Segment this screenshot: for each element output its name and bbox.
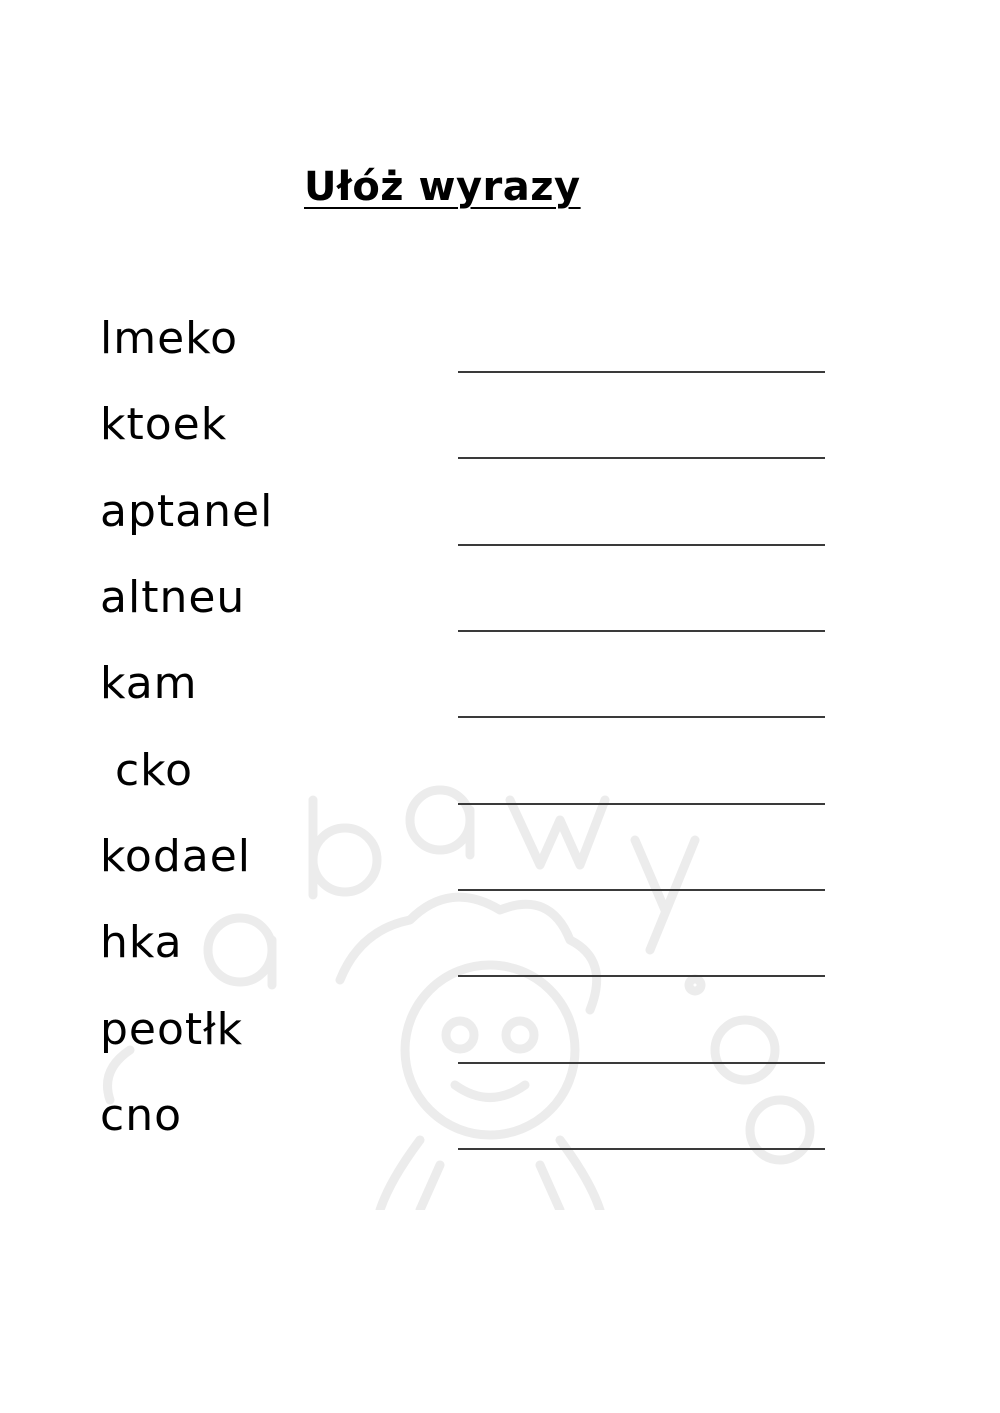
- scrambled-word: hka: [100, 917, 183, 968]
- exercise-row-8: [0, 917, 1000, 1003]
- scrambled-word: altneu: [100, 572, 246, 623]
- answer-line[interactable]: [458, 716, 825, 718]
- exercise-row-7: [0, 831, 1000, 917]
- answer-line[interactable]: [458, 889, 825, 891]
- answer-line[interactable]: [458, 371, 825, 373]
- scrambled-word: kam: [100, 658, 198, 709]
- scrambled-word: lmeko: [100, 313, 238, 364]
- exercise-row-2: [0, 399, 1000, 485]
- scrambled-word: aptanel: [100, 486, 274, 537]
- exercise-row-9: [0, 1004, 1000, 1090]
- scrambled-word: cko: [100, 745, 194, 796]
- answer-line[interactable]: [458, 1062, 825, 1064]
- answer-line[interactable]: [458, 630, 825, 632]
- exercise-row-10: [0, 1090, 1000, 1176]
- worksheet-title: Ułóż wyrazy: [304, 164, 581, 210]
- exercise-row-4: [0, 572, 1000, 658]
- answer-line[interactable]: [458, 975, 825, 977]
- answer-line[interactable]: [458, 1148, 825, 1150]
- exercise-row-5: [0, 658, 1000, 744]
- scrambled-word: kodael: [100, 831, 252, 882]
- answer-line[interactable]: [458, 544, 825, 546]
- exercise-row-1: [0, 313, 1000, 399]
- exercise-row-6: [0, 745, 1000, 831]
- answer-line[interactable]: [458, 803, 825, 805]
- scrambled-word: peotłk: [100, 1004, 244, 1055]
- answer-line[interactable]: [458, 457, 825, 459]
- scrambled-word: cno: [100, 1090, 182, 1141]
- exercise-row-3: [0, 486, 1000, 572]
- scrambled-word: ktoek: [100, 399, 228, 450]
